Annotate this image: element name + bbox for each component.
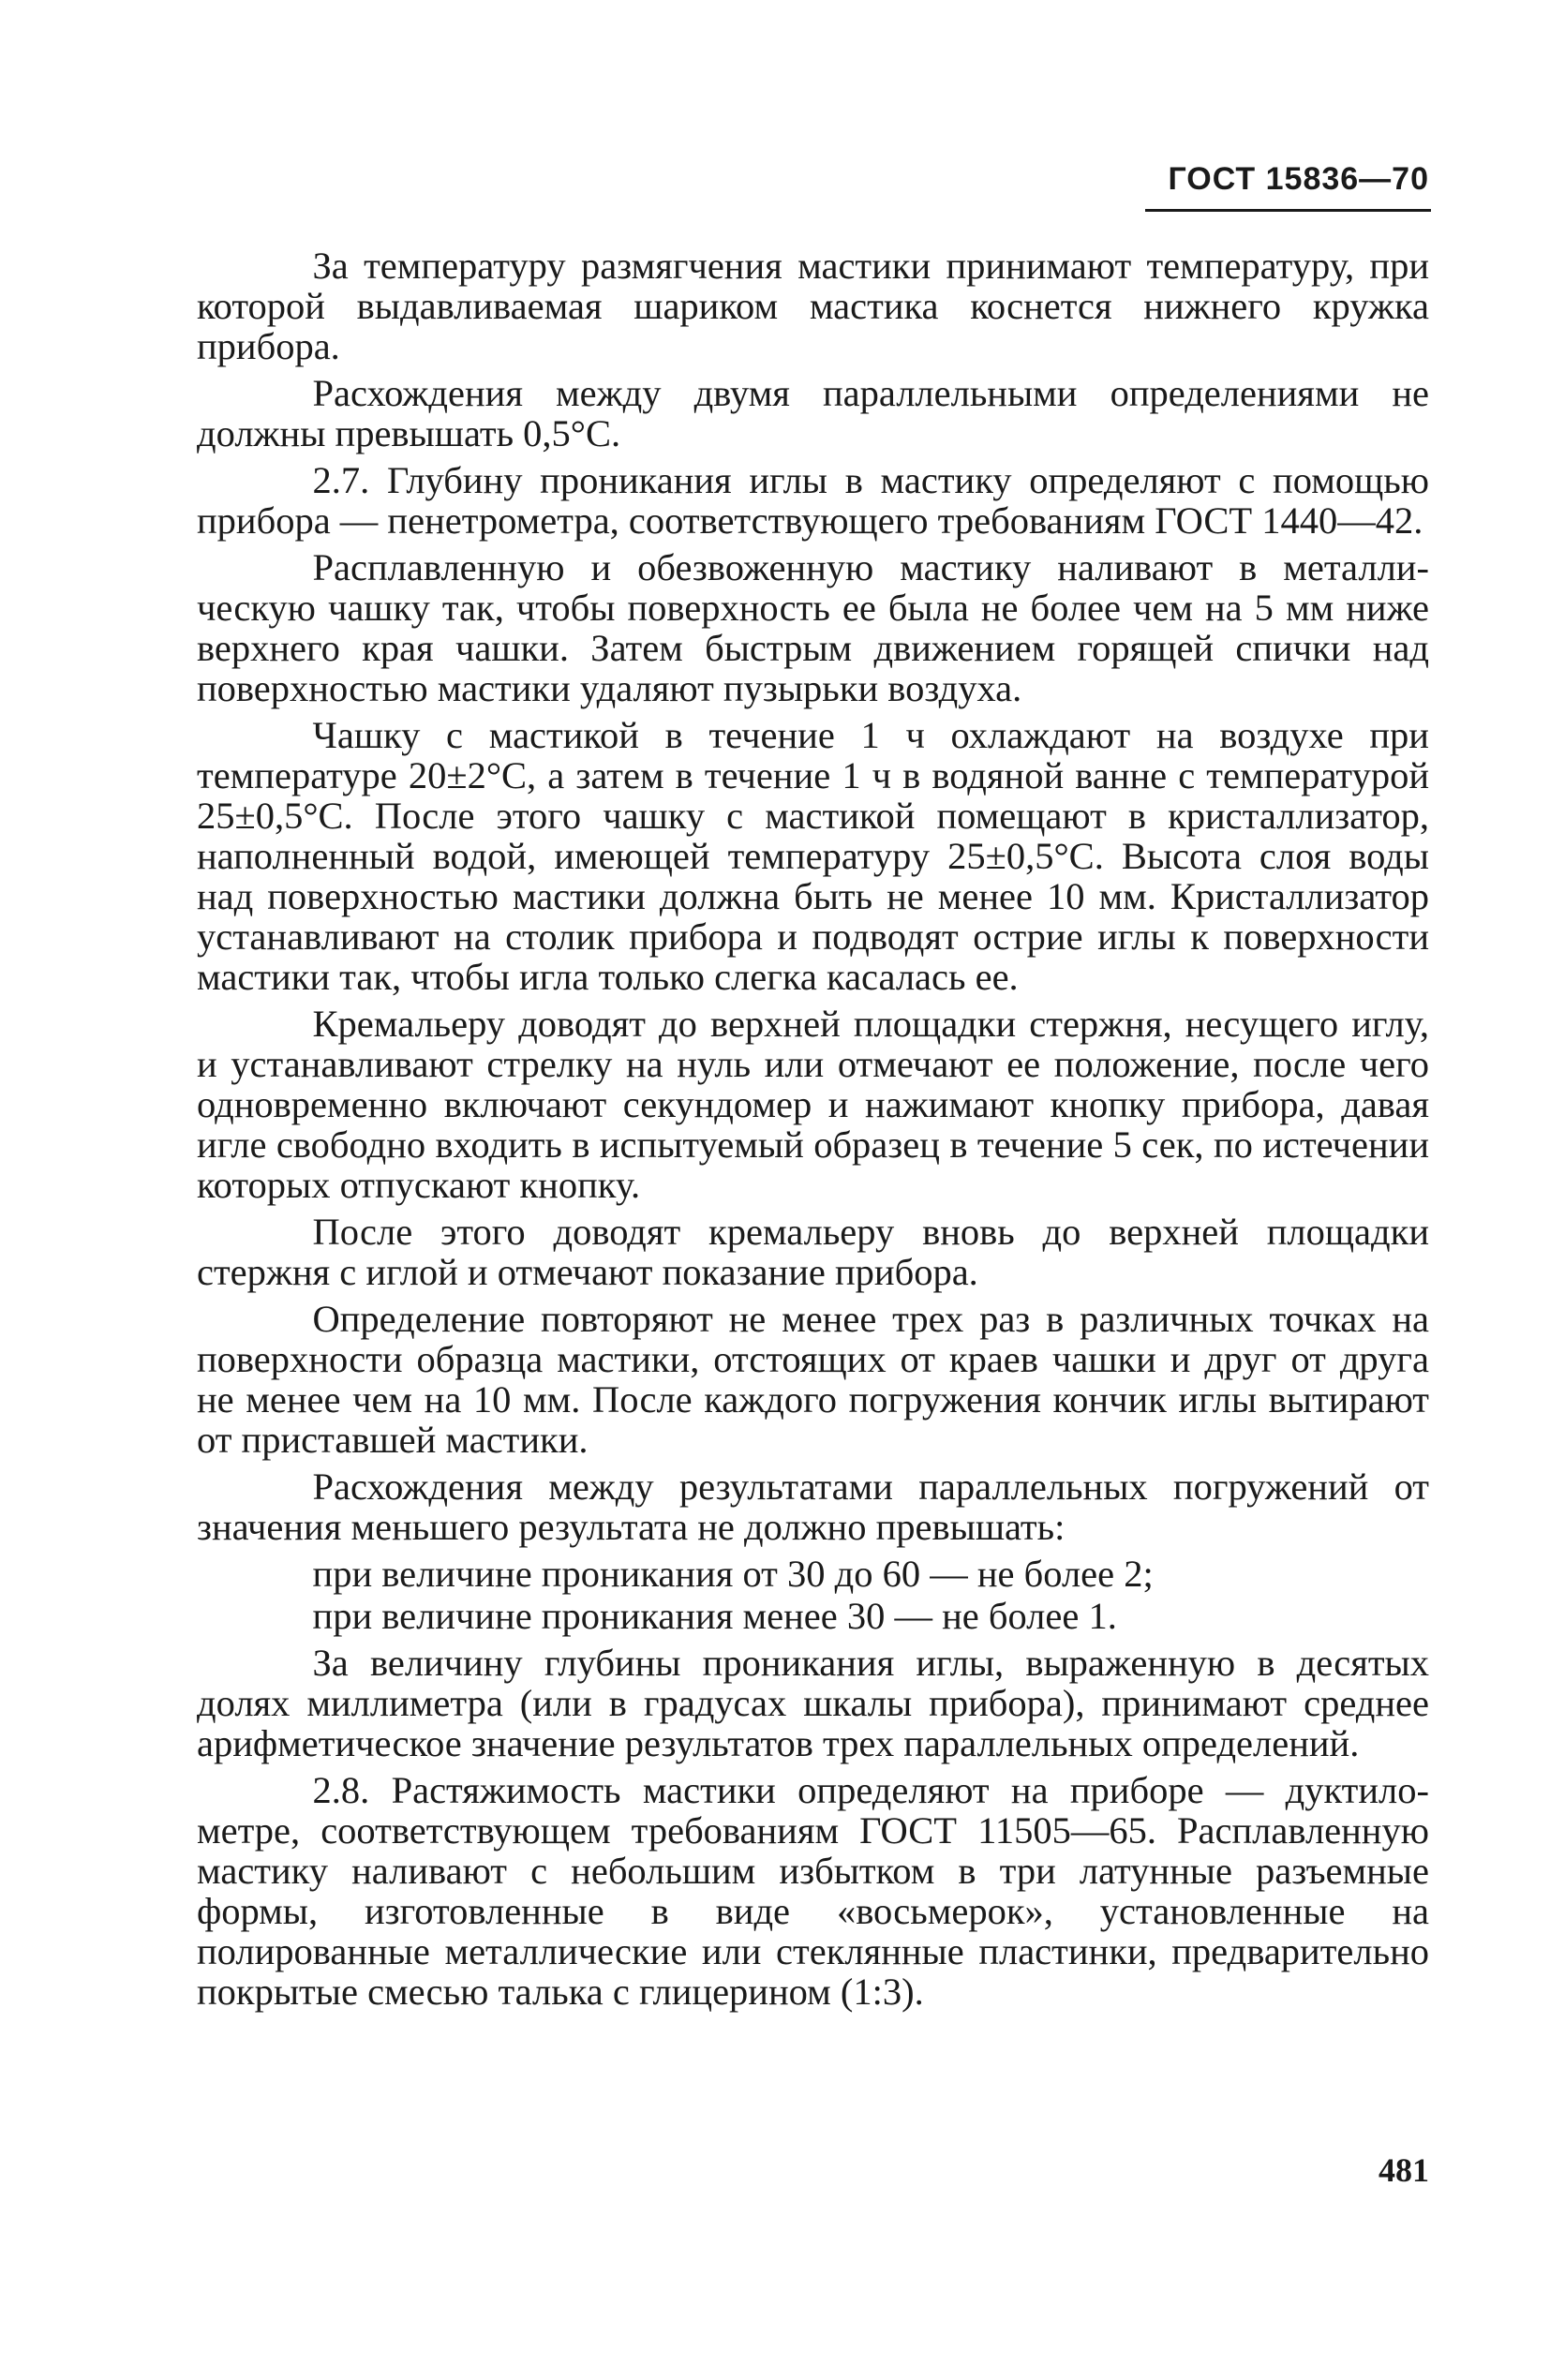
list-item: при величине проникания от 30 до 60 — не более 2;: [312, 1553, 1154, 1595]
paragraph: Расхождения между двумя параллельными определениями не должны превышать 0,5°С.: [197, 372, 1429, 454]
paragraph: Определение повторяют не менее трех раз в различных точках на поверхности образца мастики, отстоящих от краев чашки и друг от друга не менее чем на 10 мм. После каждого погружения кончик иглы вытирают от приставшей мастики.: [197, 1298, 1429, 1461]
paragraph: За температуру размягчения мастики принимают температуру, при которой выдавливаемая шариком мастика коснется нижнего кружка прибора.: [197, 245, 1429, 367]
standard-code-header: ГОСТ 15836—70: [1168, 161, 1429, 197]
paragraph: За величину глубины проникания иглы, выраженную в десятых долях миллиметра (или в градусах шкалы прибора), принимают среднее арифметическое значение результатов трех параллельных определений.: [197, 1642, 1429, 1764]
paragraph: Расхождения между результатами параллельных погружений от значения меньшего результата не должно превышать:: [197, 1465, 1429, 1548]
paragraph: После этого доводят кремальеру вновь до верхней площадки стержня с иглой и отмечают показание прибора.: [197, 1211, 1429, 1293]
header-rule: [1145, 209, 1431, 212]
section-2-8-paragraph: 2.8. Растяжимость мастики определяют на приборе — дуктилометре, соответствующем требованиям ГОСТ 11505—65. Расплавленную мастику наливают с небольшим избытком в три латунные разъемные формы, изготовленные в виде «восьмерок», установленные на полированные металлические или стеклянные пластинки, предварительно покрытые смесью талька с глицерином (1:3).: [197, 1769, 1429, 2013]
paragraph: Расплавленную и обезвоженную мастику наливают в металлическую чашку так, чтобы поверхность ее была не более чем на 5 мм ниже верхнего края чашки. Затем быстрым движением горящей спички над поверхностью мастики удаляют пузырьки воздуха.: [197, 546, 1429, 709]
paragraph: Кремальеру доводят до верхней площадки стержня, несущего иглу, и устанавливают стрелку на нуль или отмечают ее положение, после чего одновременно включают секундомер и нажимают кнопку прибора, давая игле свободно входить в испытуемый образец в течение 5 сек, по истечении которых отпускают кнопку.: [197, 1003, 1429, 1206]
list-item: при величине проникания менее 30 — не более 1.: [312, 1595, 1117, 1637]
document-body: [197, 245, 1429, 2018]
section-2-7-paragraph: 2.7. Глубину проникания иглы в мастику определяют с помощью прибора — пенетрометра, соответствующего требованиям ГОСТ 1440—42.: [197, 459, 1429, 542]
paragraph: Чашку с мастикой в течение 1 ч охлаждают на воздухе при температуре 20±2°С, а затем в течение 1 ч в водяной ванне с температурой 25±0,5°С. После этого чашку с мастикой помещают в кристаллизатор, наполненный водой, имеющей температуру 25±0,5°С. Высота слоя воды над поверхностью мастики должна быть не менее 10 мм. Кристаллизатор устанавливают на столик прибора и подводят острие иглы к поверхности мастики так, чтобы игла только слегка касалась ее.: [197, 714, 1429, 998]
page-number: 481: [1379, 2151, 1429, 2189]
